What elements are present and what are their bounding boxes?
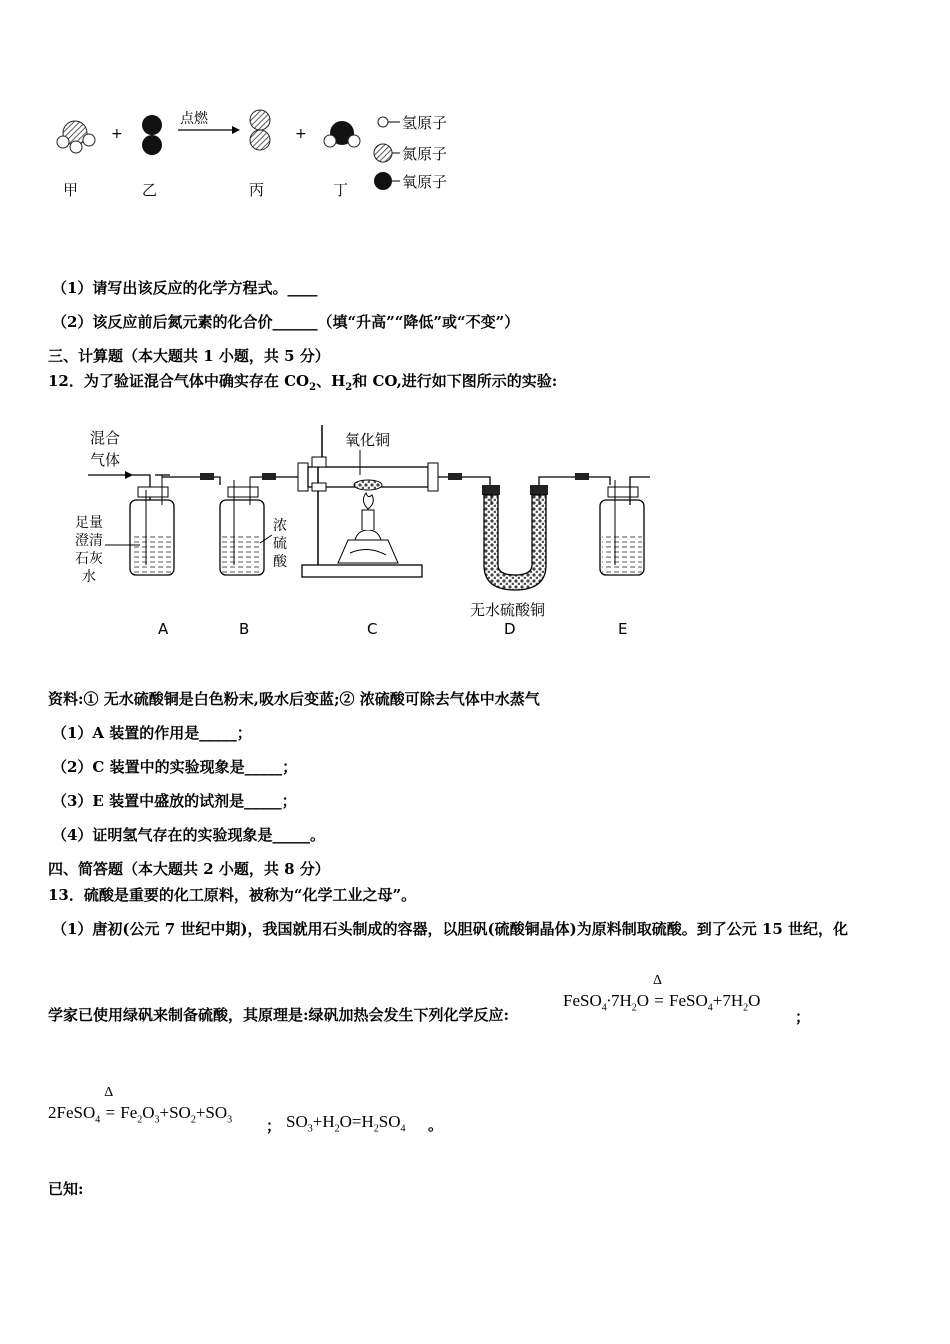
semicolon: ； <box>795 1010 811 1026</box>
q12-intro: 12．为了验证混合气体中确实存在 $CO_2$、$H_2$和 CO,进行如下图所示的实验: <box>48 372 558 393</box>
b-label: 硫 <box>273 536 287 552</box>
equation-1: $FeSO_4\cdot 7H_2O$ = Δ $FeSO_4+7H_2O$ <box>563 973 761 1014</box>
q13-part1-line1: （1）唐初(公元 7 世纪中期)，我国就用石头制成的容器，以胆矾(硫酸铜晶体)为原料制取硫酸。到了公元 15 世纪，化 <box>52 920 849 938</box>
molecule-label: 甲 <box>63 181 79 199</box>
d-label: 无水硫酸铜 <box>470 601 546 619</box>
delta-sign: Δ <box>653 973 663 988</box>
c-label: 氧化铜 <box>345 431 391 449</box>
molecule-bing <box>250 110 270 150</box>
molecule-label: 丁 <box>333 181 349 199</box>
a-label: 石灰 <box>75 551 103 567</box>
plus-sign: + <box>111 126 123 142</box>
molecule-jia <box>57 121 95 153</box>
legend-hydrogen: 氢原子 <box>402 114 448 132</box>
inlet-label: 混合 <box>90 429 121 447</box>
molecule-ding <box>324 121 360 147</box>
apparatus-letter-a: A <box>158 620 169 638</box>
q11-part1: （1）请写出该反应的化学方程式。____ <box>52 279 318 297</box>
apparatus-letter-d: D <box>504 620 516 638</box>
apparatus-letter-b: B <box>239 620 250 638</box>
a-label: 水 <box>82 569 96 585</box>
q12-part4: （4）证明氢气存在的实验现象是_____。 <box>52 826 325 844</box>
apparatus-letter-c: C <box>367 620 378 638</box>
q13-intro: 13．硫酸是重要的化工原料，被称为“化学工业之母”。 <box>48 886 417 904</box>
delta-sign: Δ <box>104 1085 114 1100</box>
molecule-label: 乙 <box>142 181 158 199</box>
inlet-label: 气体 <box>90 451 121 469</box>
u-tube-d <box>482 485 548 590</box>
section3-heading: 三、计算题（本大题共 1 小题，共 5 分） <box>48 347 330 365</box>
q12-part2: （2）C 装置中的实验现象是_____； <box>52 758 298 776</box>
q13-part1-line2: 学家已使用绿矾来制备硫酸，其原理是:绿矾加热会发生下列化学反应: <box>48 1006 510 1024</box>
bottle-b <box>220 477 264 575</box>
bottle-e <box>600 477 650 575</box>
arrow-label: 点燃 <box>180 111 208 127</box>
equation-3: $SO_3+H_2O=H_2SO_4$ <box>286 1112 406 1135</box>
equation-2: 2FeSO$_4$ = Δ $Fe_2O_3+SO_2+SO_3$ <box>48 1085 233 1126</box>
period: 。 <box>428 1118 444 1134</box>
legend-nitrogen: 氮原子 <box>402 145 448 163</box>
legend-oxygen: 氧原子 <box>402 173 448 191</box>
plus-sign: + <box>295 126 307 142</box>
a-label: 澄清 <box>75 533 103 549</box>
q12-note: 资料:① 无水硫酸铜是白色粉末,吸水后变蓝;② 浓硫酸可除去气体中水蒸气 <box>48 690 540 708</box>
apparatus-figure <box>70 405 660 645</box>
a-label: 足量 <box>75 515 103 531</box>
q11-part2: （2）该反应前后氮元素的化合价______（填“升高”“降低”或“不变”） <box>52 313 520 331</box>
section4-heading: 四、简答题（本大题共 2 小题，共 8 分） <box>48 860 330 878</box>
q12-part3: （3）E 装置中盛放的试剂是_____； <box>52 792 297 810</box>
semicolon: ； <box>266 1119 282 1135</box>
bottle-a <box>130 475 174 575</box>
q13-known: 已知: <box>48 1180 84 1198</box>
legend <box>374 114 447 191</box>
b-label: 酸 <box>273 554 287 570</box>
molecule-label: 丙 <box>249 181 265 199</box>
q12-part1: （1）A 装置的作用是_____； <box>52 724 252 742</box>
apparatus-letter-e: E <box>618 620 628 638</box>
b-label: 浓 <box>273 518 287 534</box>
reaction-figure <box>50 100 480 210</box>
molecule-yi <box>142 115 162 155</box>
